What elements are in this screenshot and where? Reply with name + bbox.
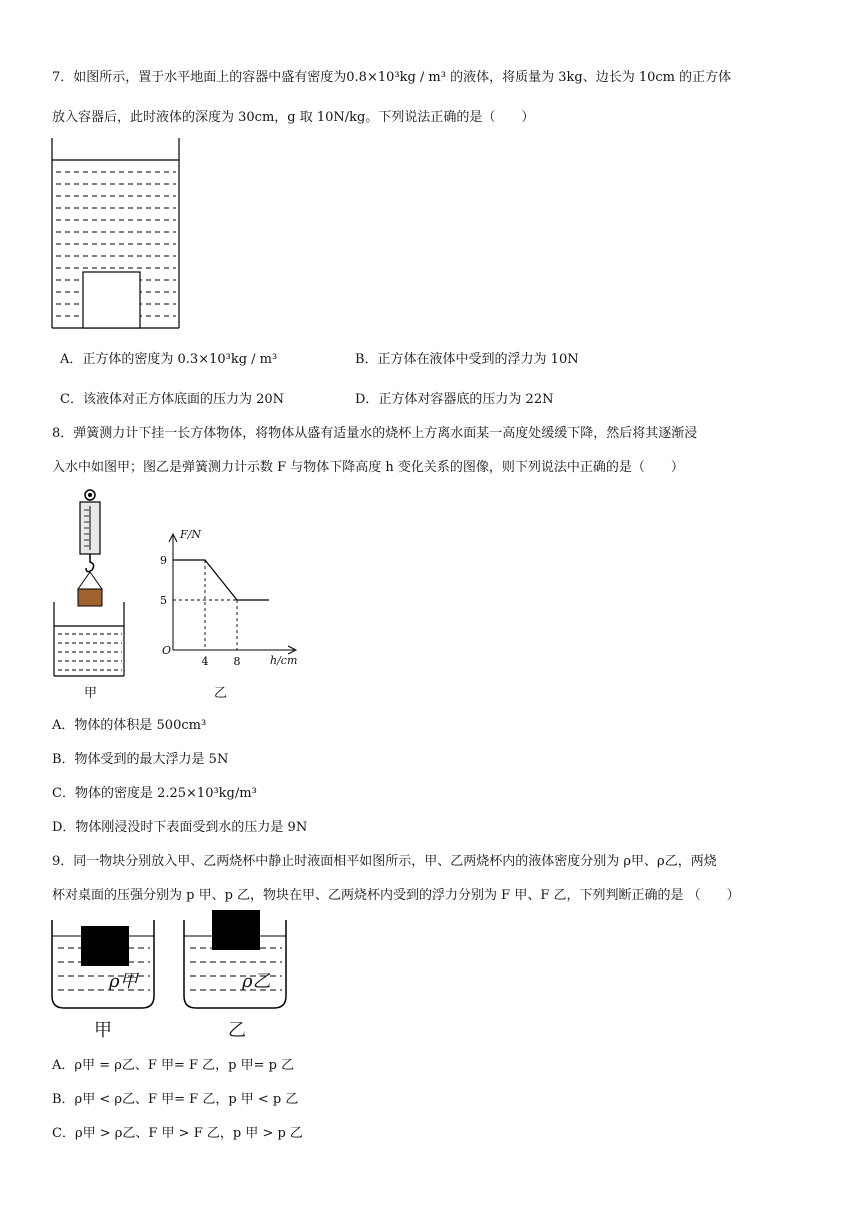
- q7-option-b[interactable]: B．正方体在液体中受到的浮力为 10N: [355, 352, 579, 367]
- q9-option-b[interactable]: B．ρ甲 < ρ乙、F 甲= F 乙，p 甲 < p 乙: [52, 1092, 299, 1107]
- chart-xlabel-text: h/cm: [270, 654, 298, 667]
- q8-option-b[interactable]: B．物体受到的最大浮力是 5N: [52, 752, 229, 767]
- q8-option-a[interactable]: A．物体的体积是 500cm³: [52, 718, 207, 733]
- q7-stem-line2: 放入容器后，此时液体的深度为 30cm，g 取 10N/kg。下列说法正确的是（ ）: [52, 110, 535, 125]
- y-tick-label: 5: [160, 594, 167, 607]
- y-tick-label: 9: [160, 554, 167, 567]
- block-jia: [81, 926, 129, 966]
- beaker-jia-figure: [52, 912, 156, 1012]
- scale-hook: [86, 554, 94, 572]
- beaker-yi-figure: [184, 906, 288, 1012]
- q9-option-a[interactable]: A．ρ甲 = ρ乙、F 甲= F 乙，p 甲= p 乙: [52, 1058, 295, 1073]
- chart-xlabel: [270, 654, 297, 667]
- q8-stem-line2: 入水中如图甲；图乙是弹簧测力计示数 F 与物体下降高度 h 变化关系的图像，则下列说法中正确的是（ ）: [52, 460, 684, 475]
- q9-option-c[interactable]: C．ρ甲 > ρ乙、F 甲 > F 乙，p 甲 > p 乙: [52, 1126, 303, 1141]
- x-tick-label: 4: [201, 655, 209, 668]
- q9-stem-line2: 杯对桌面的压强分别为 p 甲、p 乙，物块在甲、乙两烧杯内受到的浮力分别为 F 甲、F 乙，下列判断正确的是 （ ）: [52, 888, 740, 903]
- q8-option-d[interactable]: D．物体刚浸没时下表面受到水的压力是 9N: [52, 820, 308, 835]
- figure-label-jia: 甲: [84, 686, 98, 701]
- cube: [83, 272, 140, 328]
- q7-option-c[interactable]: C．该液体对正方体底面的压力为 20N: [60, 392, 284, 407]
- q8-stem-line1: 8．弹簧测力计下挂一长方体物体，将物体从盛有适量水的烧杯上方离水面某一高度处缓缓下降，然后将其逐渐浸: [52, 426, 698, 441]
- hanging-block: [78, 589, 102, 606]
- q8-option-c[interactable]: C．物体的密度是 2.25×10³kg/m³: [52, 786, 257, 801]
- beaker-label-yi: 乙: [228, 1020, 246, 1041]
- block-yi: [212, 910, 260, 950]
- chart-origin-label: O: [162, 644, 172, 657]
- x-tick-label: 8: [233, 655, 241, 668]
- q7-option-a[interactable]: A．正方体的密度为 0.3×10³kg / m³: [60, 352, 278, 367]
- q9-stem-line1: 9．同一物块分别放入甲、乙两烧杯中静止时液面相平如图所示，甲、乙两烧杯内的液体密度分别为 ρ甲、ρ乙，两烧: [52, 854, 717, 869]
- q7-stem-line1: 7．如图所示，置于水平地面上的容器中盛有密度为0.8×10³kg / m³ 的液体，将质量为 3kg、边长为 10cm 的正方体: [52, 70, 732, 85]
- spring-scale-figure: [52, 486, 132, 686]
- rho-yi-label: ρ乙: [242, 971, 271, 992]
- rho-jia-label: ρ甲: [109, 971, 138, 992]
- q7-container-figure: [52, 138, 182, 332]
- figure-label-yi: 乙: [214, 686, 228, 701]
- chart-ylabel: F/N: [180, 528, 201, 541]
- force-series-line: [173, 560, 269, 600]
- beaker-label-jia: 甲: [94, 1020, 112, 1041]
- q7-option-d[interactable]: D．正方体对容器底的压力为 22N: [355, 392, 554, 407]
